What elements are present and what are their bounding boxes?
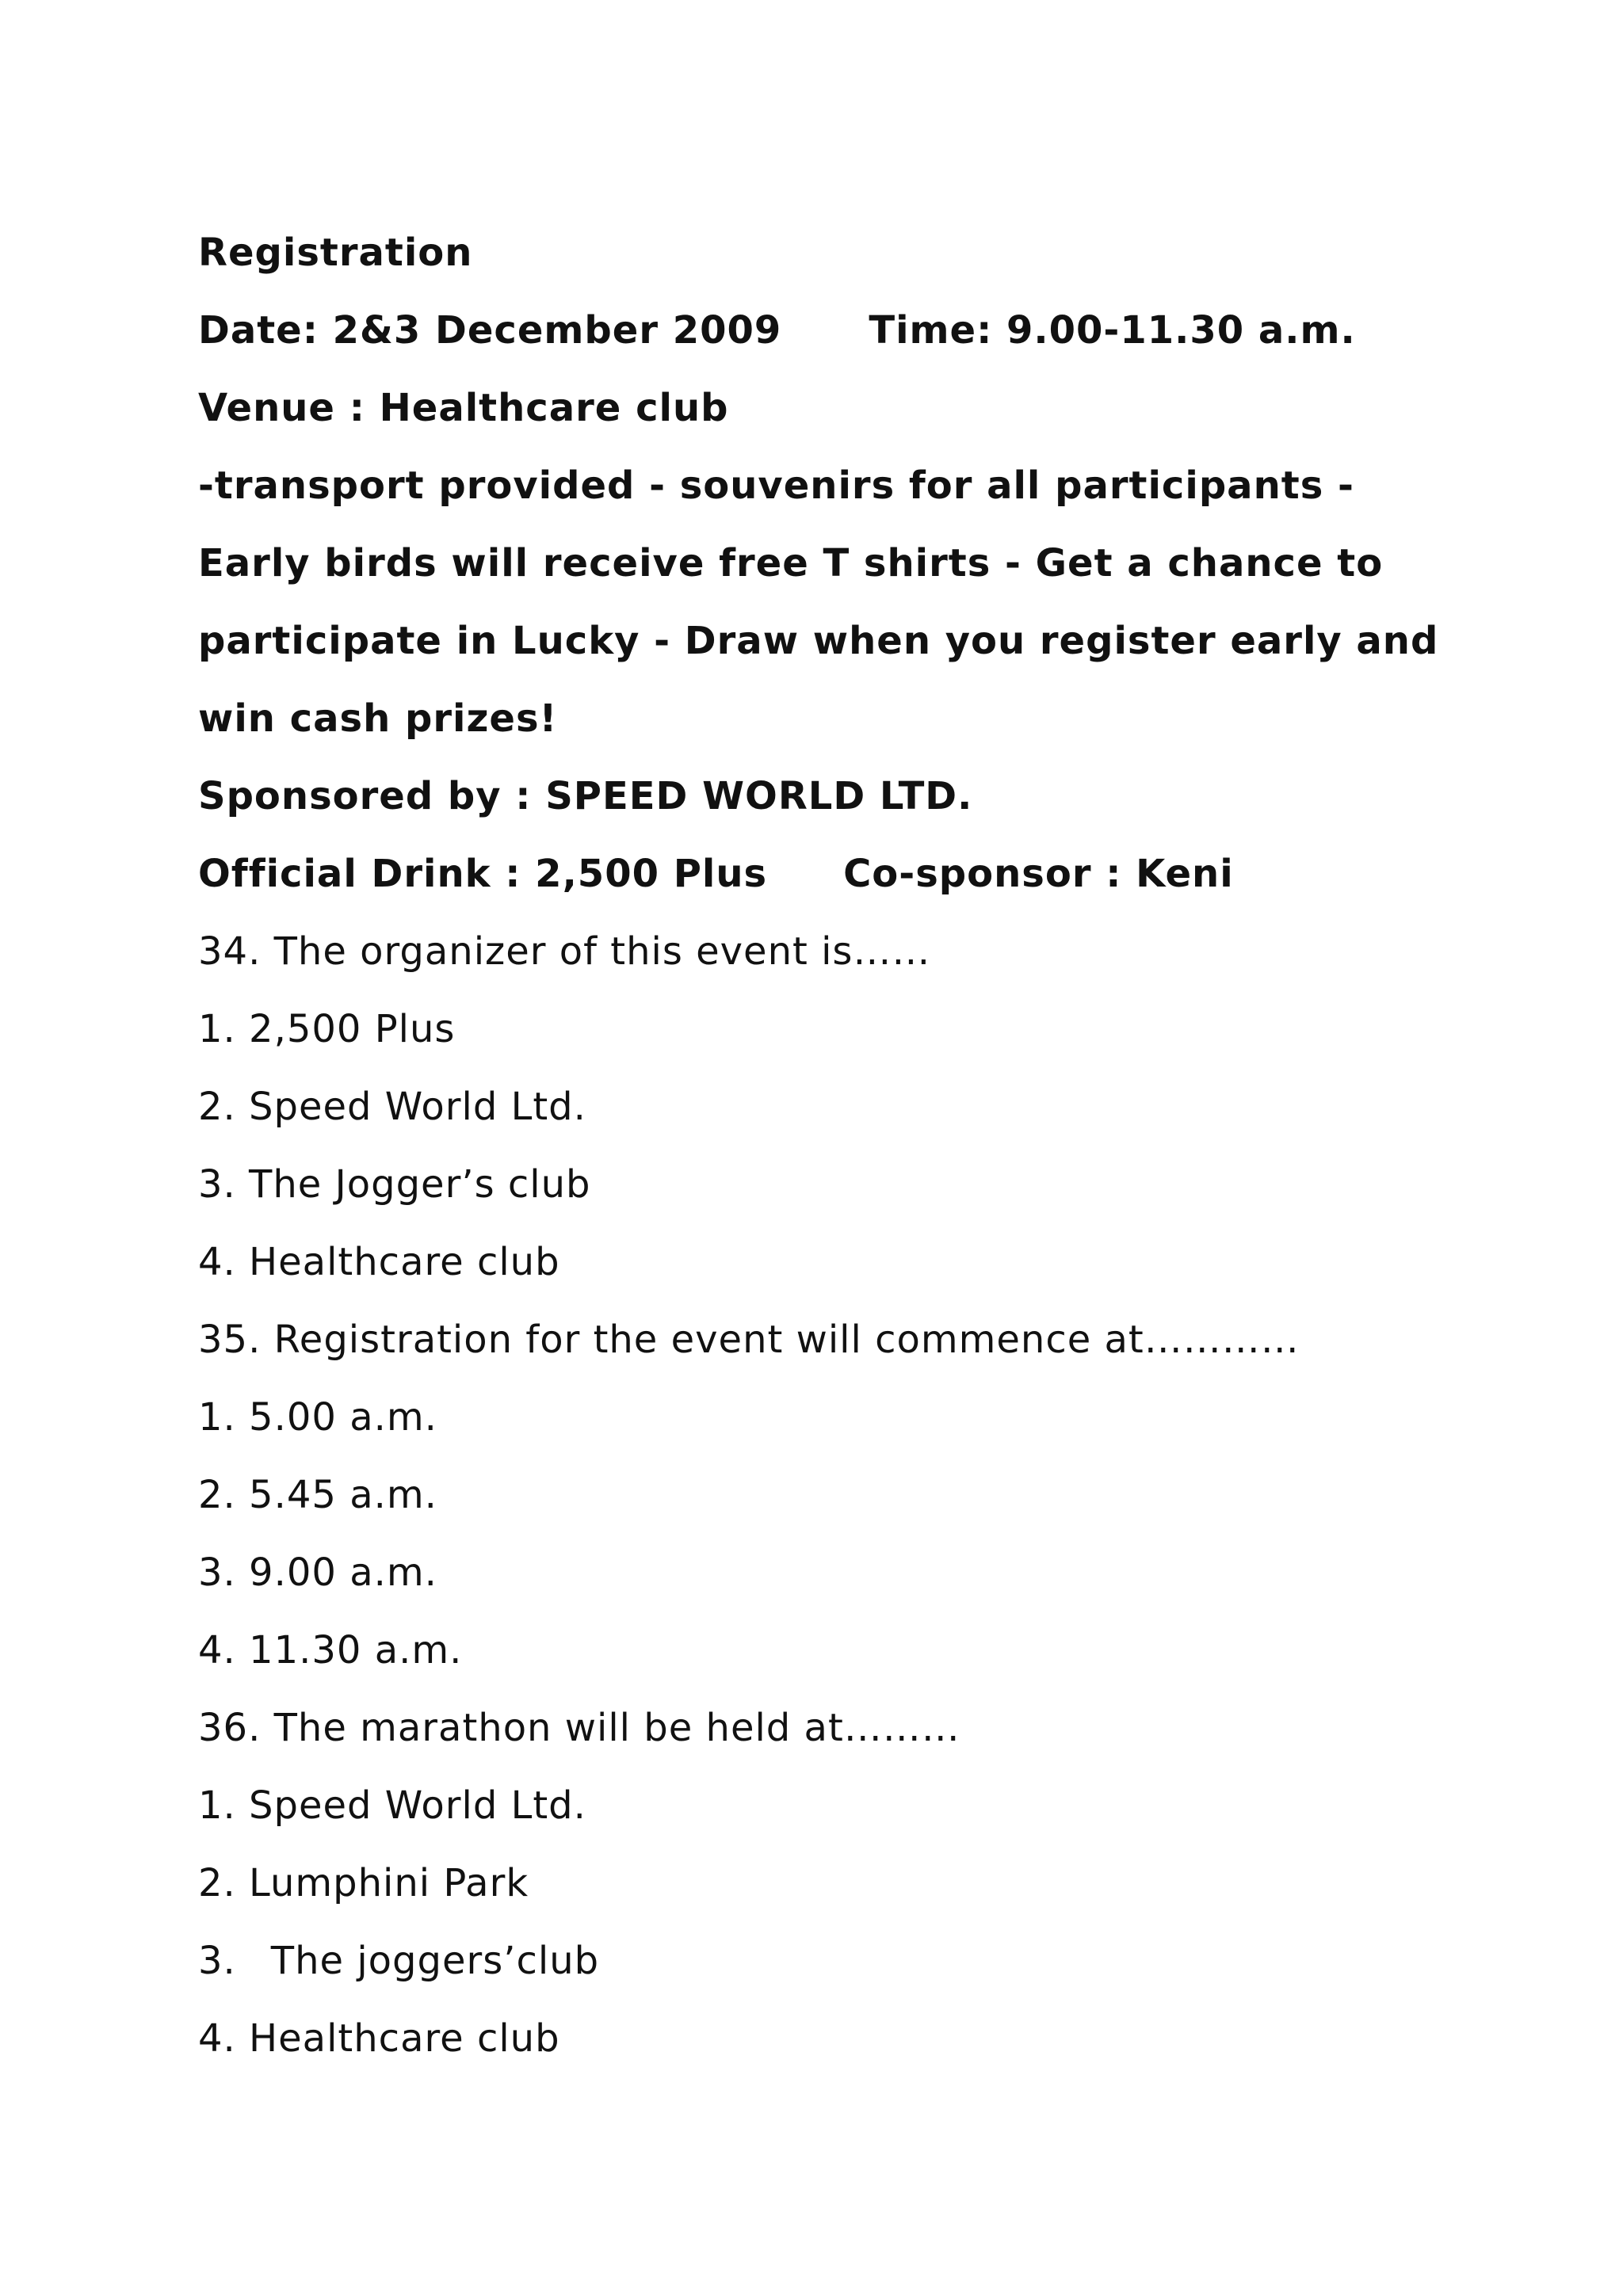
question-36-option-1: 1. Speed World Ltd. <box>198 1783 586 1828</box>
details-line: win cash prizes! <box>198 696 558 741</box>
question-34-option-2: 2. Speed World Ltd. <box>198 1085 586 1129</box>
date-time-line <box>198 292 1545 369</box>
sponsor-line: Sponsored by : SPEED WORLD LTD. <box>198 774 973 818</box>
question-36: 36. The marathon will be held at……… <box>198 1706 960 1750</box>
details-line: Early birds will receive free T shirts - Get a chance to <box>198 541 1384 585</box>
question-34-option-1: 1. 2,500 Plus <box>198 1007 456 1051</box>
question-36-option-3 <box>198 1922 1545 2000</box>
co-sponsor: Co-sponsor : Keni <box>843 852 1234 896</box>
question-35-option-1: 1. 5.00 a.m. <box>198 1395 437 1440</box>
option-number: 3. <box>198 1939 236 1983</box>
question-35-option-4: 4. 11.30 a.m. <box>198 1628 463 1672</box>
question-35-option-3: 3. 9.00 a.m. <box>198 1550 437 1595</box>
question-36-option-4: 4. Healthcare club <box>198 2016 560 2061</box>
question-36-option-2: 2. Lumphini Park <box>198 1861 529 1905</box>
event-date: Date: 2&3 December 2009 <box>198 308 782 353</box>
document-page <box>198 214 1545 2077</box>
details-line: participate in Lucky - Draw when you register early and <box>198 619 1439 663</box>
question-35-option-2: 2. 5.45 a.m. <box>198 1473 437 1517</box>
option-text: The joggers’club <box>270 1939 600 1983</box>
question-34-option-4: 4. Healthcare club <box>198 1240 560 1284</box>
drink-cosponsor-line <box>198 835 1545 913</box>
notice-heading: Registration <box>198 231 473 275</box>
details-line: -transport provided - souvenirs for all participants - <box>198 463 1354 508</box>
event-venue: Venue : Healthcare club <box>198 386 729 430</box>
question-35: 35. Registration for the event will commence at………… <box>198 1318 1300 1362</box>
question-34: 34. The organizer of this event is…… <box>198 929 931 974</box>
question-34-option-3: 3. The Jogger’s club <box>198 1162 591 1207</box>
official-drink: Official Drink : 2,500 Plus <box>198 852 768 896</box>
event-time: Time: 9.00-11.30 a.m. <box>869 308 1356 353</box>
